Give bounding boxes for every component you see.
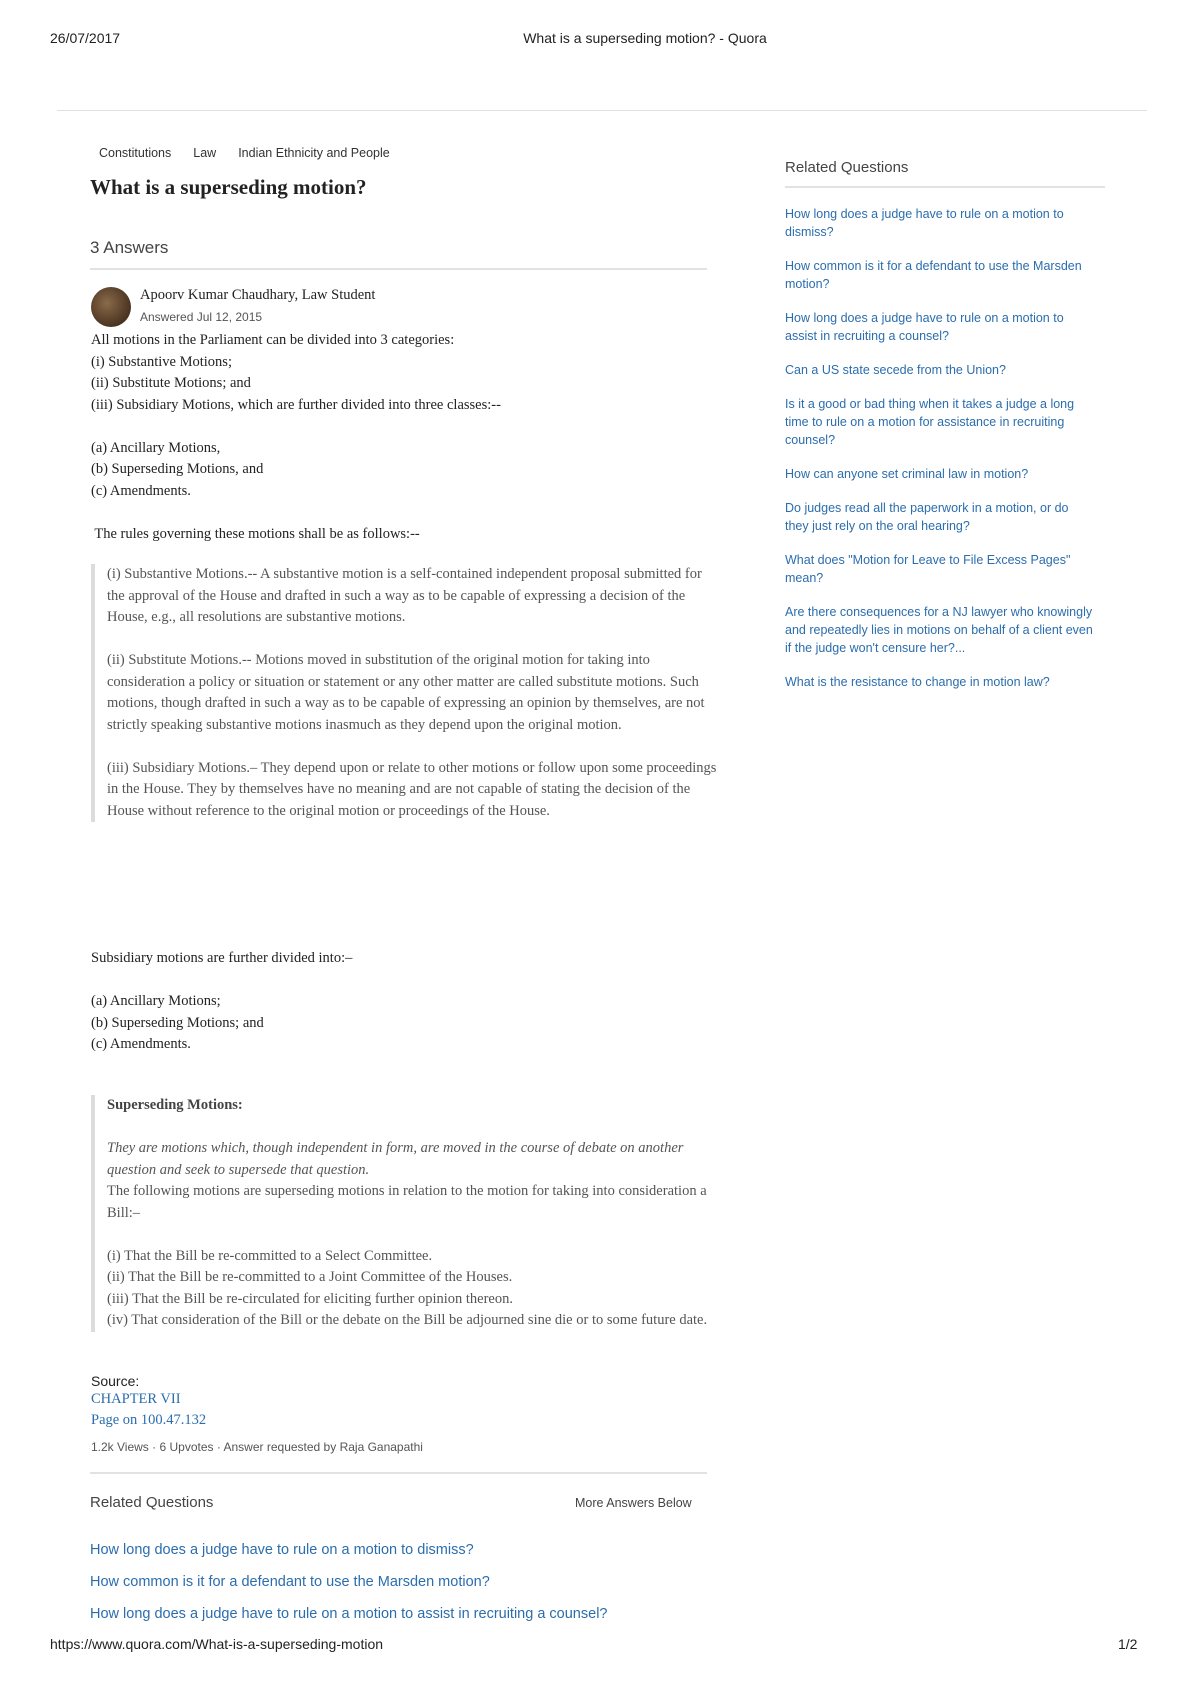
blockquote-superseding bbox=[91, 1095, 719, 1332]
class-item: (c) Amendments. bbox=[91, 482, 191, 499]
subsidiary-section bbox=[91, 948, 711, 1056]
print-url: https://www.quora.com/What-is-a-superseding-motion bbox=[50, 1636, 384, 1652]
sidebar-question-link[interactable]: How common is it for a defendant to use the Marsden motion? bbox=[785, 259, 1082, 291]
class-item: (b) Superseding Motions, and bbox=[91, 461, 264, 477]
related-divider bbox=[90, 1472, 707, 1474]
sidebar-question-link[interactable]: Can a US state secede from the Union? bbox=[785, 363, 1006, 377]
topic-list bbox=[99, 146, 390, 160]
quote-heading: Superseding Motions: bbox=[107, 1097, 243, 1113]
subsidiary-item: (a) Ancillary Motions; bbox=[91, 993, 221, 1009]
sidebar-question-link[interactable]: How long does a judge have to rule on a motion to assist in recruiting a counsel? bbox=[785, 311, 1064, 343]
header-divider bbox=[57, 110, 1147, 111]
answer-meta: 1.2k Views · 6 Upvotes · Answer requested by Raja Ganapathi bbox=[91, 1440, 423, 1454]
subsidiary-item: (c) Amendments. bbox=[91, 1036, 191, 1052]
topic-indian-ethnicity[interactable]: Indian Ethnicity and People bbox=[238, 146, 390, 160]
print-date: 26/07/2017 bbox=[50, 30, 121, 46]
subsidiary-intro: Subsidiary motions are further divided into:– bbox=[91, 950, 353, 966]
quote-paragraph: (iii) Subsidiary Motions.– They depend upon or relate to other motions or follow upon some proceedings in the House. They by themselves have no meaning and are not capable of stating the decision of the House without reference to the original motion or proceedings of the House. bbox=[107, 759, 717, 819]
print-page-title: What is a superseding motion? - Quora bbox=[523, 30, 767, 46]
source-link-page[interactable]: Page on 100.47.132 bbox=[91, 1412, 207, 1428]
related-questions-heading: Related Questions bbox=[90, 1494, 214, 1511]
answers-divider bbox=[90, 268, 707, 270]
answer-paragraph: (iii) Subsidiary Motions, which are further divided into three classes:-- bbox=[91, 396, 501, 413]
related-question-link[interactable]: How common is it for a defendant to use the Marsden motion? bbox=[90, 1574, 490, 1590]
quote-item: (ii) That the Bill be re-committed to a Joint Committee of the Houses. bbox=[107, 1269, 513, 1285]
sidebar-related-heading: Related Questions bbox=[785, 159, 909, 176]
blockquote-motion-types bbox=[91, 564, 719, 822]
topic-constitutions[interactable]: Constitutions bbox=[99, 146, 172, 160]
class-item: (a) Ancillary Motions, bbox=[91, 439, 221, 456]
sidebar-question-link[interactable]: How long does a judge have to rule on a motion to dismiss? bbox=[785, 207, 1064, 239]
answer-paragraph: (i) Substantive Motions; bbox=[91, 353, 232, 370]
subsidiary-item: (b) Superseding Motions; and bbox=[91, 1014, 264, 1031]
source-link-chapter[interactable]: CHAPTER VII bbox=[91, 1391, 181, 1407]
topic-law[interactable]: Law bbox=[193, 146, 217, 160]
related-questions-list bbox=[90, 1540, 607, 1636]
answer-body bbox=[91, 330, 711, 545]
author-avatar[interactable] bbox=[91, 287, 131, 327]
author-name[interactable]: Apoorv Kumar Chaudhary, Law Student bbox=[140, 287, 376, 303]
sidebar-question-link[interactable]: What is the resistance to change in motion law? bbox=[785, 675, 1050, 689]
sidebar-divider bbox=[785, 186, 1105, 188]
quote-paragraph: (ii) Substitute Motions.-- Motions moved in substitution of the original motion for taking into consideration a policy or situation or statement or any other matter are called substitute motions. Such motions, though drafted in such a way as to be capable of expressing an opinion by themselves, are not strictly speaking substantive motions inasmuch as they depend upon the original motion. bbox=[107, 652, 705, 733]
quote-item: (iv) That consideration of the Bill or the debate on the Bill be adjourned sine die or to some future date. bbox=[107, 1312, 708, 1328]
question-title: What is a superseding motion? bbox=[90, 175, 367, 199]
sidebar-question-link[interactable]: Are there consequences for a NJ lawyer who knowingly and repeatedly lies in motions on behalf of a client even if the judge won't censure her?... bbox=[785, 605, 1093, 655]
sidebar-question-link[interactable]: Do judges read all the paperwork in a motion, or do they just rely on the oral hearing? bbox=[785, 501, 1069, 533]
source-label: Source: bbox=[91, 1373, 140, 1389]
print-page-number: 1/2 bbox=[1118, 1636, 1138, 1652]
quote-paragraph: (i) Substantive Motions.-- A substantive motion is a self-contained independent proposal submitted for the approval of the House and drafted in such a way as to be capable of expressing a decision of the House, e.g., all resolutions are substantive motions. bbox=[107, 566, 702, 625]
answer-date[interactable]: Answered Jul 12, 2015 bbox=[140, 310, 263, 324]
quote-lead: The following motions are superseding motions in relation to the motion for taking into consideration a Bill:– bbox=[107, 1183, 707, 1221]
sidebar-related-list bbox=[785, 205, 1095, 707]
quote-item: (iii) That the Bill be re-circulated for eliciting further opinion thereon. bbox=[107, 1290, 513, 1307]
sidebar-question-link[interactable]: Is it a good or bad thing when it takes a judge a long time to rule on a motion for assistance in recruiting counsel? bbox=[785, 397, 1075, 447]
related-question-link[interactable]: How long does a judge have to rule on a motion to dismiss? bbox=[90, 1542, 474, 1558]
answer-paragraph: All motions in the Parliament can be divided into 3 categories: bbox=[91, 332, 455, 348]
source-block bbox=[91, 1373, 206, 1431]
more-answers-below: More Answers Below bbox=[575, 1496, 692, 1510]
related-question-link[interactable]: How long does a judge have to rule on a motion to assist in recruiting a counsel? bbox=[90, 1606, 608, 1622]
answers-count: 3 Answers bbox=[90, 238, 169, 257]
rules-line: The rules governing these motions shall be as follows:-- bbox=[91, 525, 420, 542]
quote-item: (i) That the Bill be re-committed to a Select Committee. bbox=[107, 1247, 433, 1264]
answer-paragraph: (ii) Substitute Motions; and bbox=[91, 375, 251, 391]
sidebar-question-link[interactable]: How can anyone set criminal law in motion? bbox=[785, 467, 1029, 481]
sidebar-question-link[interactable]: What does "Motion for Leave to File Excess Pages" mean? bbox=[785, 553, 1071, 585]
quote-italic: They are motions which, though independent in form, are moved in the course of debate on another question and seek to supersede that question. bbox=[107, 1140, 684, 1178]
